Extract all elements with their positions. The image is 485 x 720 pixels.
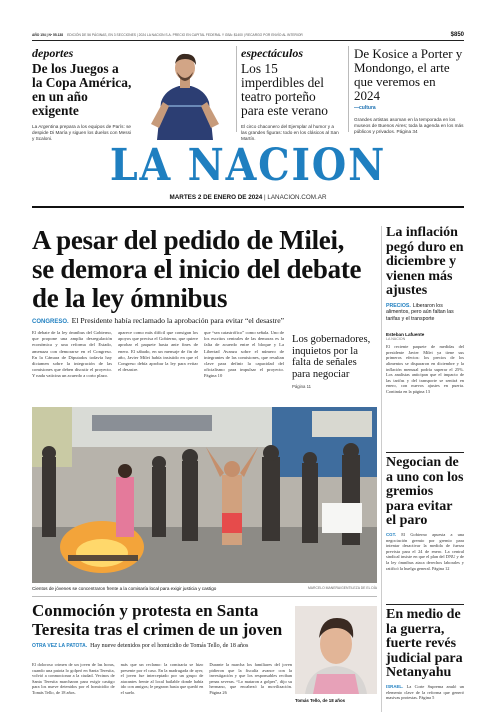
top-info-line [32, 30, 464, 39]
teaser-culture-tag: —cultura [354, 105, 376, 111]
israel-body-wrap [386, 684, 464, 701]
teaser-culture-body: Grandes artistas asoman en la temporada en los museos de Buenos Aires; toda la agenda en los más públicos y privados. Página 34 [354, 117, 464, 134]
inflation-deck [386, 303, 464, 322]
photo-credit: MARCELO MANERA/GENTILEZA DE EL DÍA [307, 586, 377, 590]
lead-headline[interactable]: A pesar del pedido de Milei, se demora el inicio del debate de la ley ómnibus [32, 225, 362, 313]
teaser-shows-body: El circo chaconero del Ejemplar al humor y a las grandes figuras: todo en los clásicos al San Martín. [241, 124, 339, 141]
governors-page-ref: Página 11 [292, 384, 312, 390]
edition-number: AÑO 154 | Nº 55.138 [32, 32, 64, 37]
masthead-rule [32, 206, 464, 208]
protest-photo [32, 407, 377, 583]
unions-body: El Gobierno apuesta a una negociación gremio por gremio para intentar desactivar la medida de fuerza prevista para el 24 de enero. La central sindical insiste en que el plan del DNU y de la ley ómnibus ataca derechos laborales y ratificó la huelga general. Página 12 [386, 531, 464, 571]
lead-deck [32, 316, 377, 325]
cover-price: $850 [450, 31, 464, 38]
unions-headline[interactable]: Negocian de a uno con los gremios para evitar el paro [386, 455, 464, 529]
inflation-deck-text: Liberaron los alimentos, pero aún faltan las tarifas y el transporte [386, 302, 454, 322]
santa-teresita-column-2: más que un reclamo: la comisaría se hizo presente por el caso. En la madrugada de ayer, el joven fue interceptado por un grupo de atacantes frente al local bailable donde había ido con amigos; le pegaron hasta que quedó en el suelo. [120, 662, 204, 695]
right-column-divider [386, 452, 464, 453]
masthead-logo: LA NACION [109, 140, 387, 191]
top-rule [32, 40, 464, 41]
teaser-shows-kicker: espectáculos [241, 46, 303, 60]
right-column-rule [381, 226, 382, 712]
teaser-divider [348, 46, 349, 132]
inflation-body: El reciente paquete de medidas del presidente Javier Milei ya tiene sus primeros efectos: los precios de los alimentos se dispararon en diciembre y la inflación mensual podría superar el 25%. Los analistas anticipan que el impacto de las tarifas y del transporte se sentirá en enero, con nuevos ajustes en puerta. Continúa en la página 13 [386, 344, 464, 394]
edition-info: EDICIÓN DE 56 PÁGINAS, EN 3 SECCIONES | 2024 LA NACION S.A. PRECIO EN CAPITAL FEDERAL Y GBA: $1400 | RECARGO POR ENVÍO AL INTERIOR [67, 32, 303, 37]
photo-caption: Cientos de jóvenes se concentraron frente a la comisaría local para exigir justicia y castigo [32, 586, 217, 591]
inflation-byline-role: LA NACION [386, 337, 406, 342]
teaser-divider [236, 46, 237, 132]
lead-deck-text: El Presidente había reclamado la aprobación para evitar “el desastre” [71, 316, 285, 325]
lead-column-1: El debate de la ley ómnibus del Gobierno, que propone una amplia desregulación económica y una reforma del Estado, amenaza con demorarse en el Congreso. En la Cámara de Diputados todavía hay dictamen sobre la integración de las comisiones que deben discutir el proyecto. Y nada vaticina un acuerdo a corto plazo. [32, 330, 112, 379]
dateline: MARTES 2 DE ENERO DE 2024 | LANACION.COM.AR [169, 194, 327, 201]
lead-body [32, 330, 284, 380]
website-link[interactable]: LANACION.COM.AR [267, 194, 327, 201]
teaser-sports-headline[interactable]: De los Juegos a la Copa América, en un año exigente [32, 61, 132, 118]
unions-story[interactable] [386, 456, 464, 571]
teaser-culture[interactable] [354, 46, 464, 135]
portrait-caption: Tomás Tello, de 18 años [295, 698, 346, 703]
issue-date: MARTES 2 DE ENERO DE 2024 [169, 194, 263, 201]
governors-sidebar[interactable] [292, 334, 376, 389]
lead-kicker: CONGRESO. [32, 319, 69, 325]
victim-portrait [295, 606, 377, 694]
teaser-shows-headline[interactable]: Los 15 imperdibles del teatro porteño para este verano [241, 61, 328, 118]
inflation-story[interactable] [386, 226, 464, 395]
inflation-headline[interactable]: La inflación pegó duro en diciembre y vienen más ajustes [386, 225, 464, 299]
inflation-byline: Esteban Lafuente [386, 332, 425, 338]
santa-teresita-headline[interactable]: Conmoción y protesta en Santa Teresita tras el crimen de un joven [32, 601, 283, 639]
teaser-sports[interactable] [32, 46, 132, 142]
teaser-culture-headline[interactable]: De Kosice a Porter y Mondongo, el arte que veremos en 2024 [354, 46, 463, 103]
israel-body: La Corte Suprema anuló un elemento clave de la reforma que generó masivas protestas. Página 5 [386, 683, 464, 701]
santa-teresita-column-3: Durante la marcha los familiares del joven pidieron que la fiscalía avance con la investigación y que los responsables reciban penas severas. “Lo mataron a golpes”, dijo su hermano, que encabezó la movilización. Página 26 [209, 662, 293, 695]
teaser-shows[interactable] [241, 46, 341, 142]
santa-teresita-body [32, 662, 292, 696]
lead-column-2: aparece como más difícil que consigan los apoyos que precisa el Gobierno, que quiere aprobar el paquete hasta ante fines de enero. El sábado, en un mensaje de fin de año, Javier Milei había insistido en que el Congreso debía aprobar la ley para evitar el desastre. [118, 330, 198, 373]
unions-body-wrap [386, 532, 464, 571]
governors-headline[interactable]: Los gobernadores, inquietos por la falta de señales para negociar [292, 334, 371, 380]
santa-teresita-deck-text: Hay nueve detenidos por el homicidio de Tomás Tello, de 18 años [90, 643, 249, 649]
israel-story[interactable] [386, 608, 464, 701]
photo-caption-row [32, 586, 377, 591]
israel-kicker: ISRAEL. [386, 683, 404, 689]
santa-teresita-column-1: El doloroso crimen de un joven de las horas, cuando una patota lo golpeó en Santa Teresita, volvió a conmocionar a la ciudad. Vecinos de Santa Teresita marcharon para exigir castigo para los nueve detenidos por el homicidio de Tomás Tello, de 18 años. [32, 662, 115, 695]
santa-teresita-deck [32, 643, 292, 649]
unions-kicker: CGT. [386, 531, 397, 537]
lead-column-3: que “sea catastrófico” como señala. Uno de los escritos centrales de las demoras es la falta de acuerdo entre el bloque y La Libertad Avanza sobre el número de integrantes de las comisiones, que resultan clave para definir la capacidad del oficialismo para impulsar el proyecto. Página 10 [204, 330, 284, 379]
inflation-kicker: PRECIOS. [386, 302, 411, 309]
teaser-sports-kicker: deportes [32, 46, 74, 60]
santa-teresita-kicker: OTRA VEZ LA PATOTA. [32, 643, 88, 649]
santa-teresita-story[interactable] [32, 602, 292, 649]
teaser-sports-body: La Argentina prepara a los equipos de París: se despide Di María y siguen los duelos con Messi y Scaloni. [32, 124, 132, 141]
israel-headline[interactable]: En medio de la guerra, fuerte revés judicial para Netanyahu [386, 607, 463, 681]
right-column-divider [386, 604, 464, 605]
coach-photo [143, 44, 227, 140]
section-rule [32, 596, 377, 597]
